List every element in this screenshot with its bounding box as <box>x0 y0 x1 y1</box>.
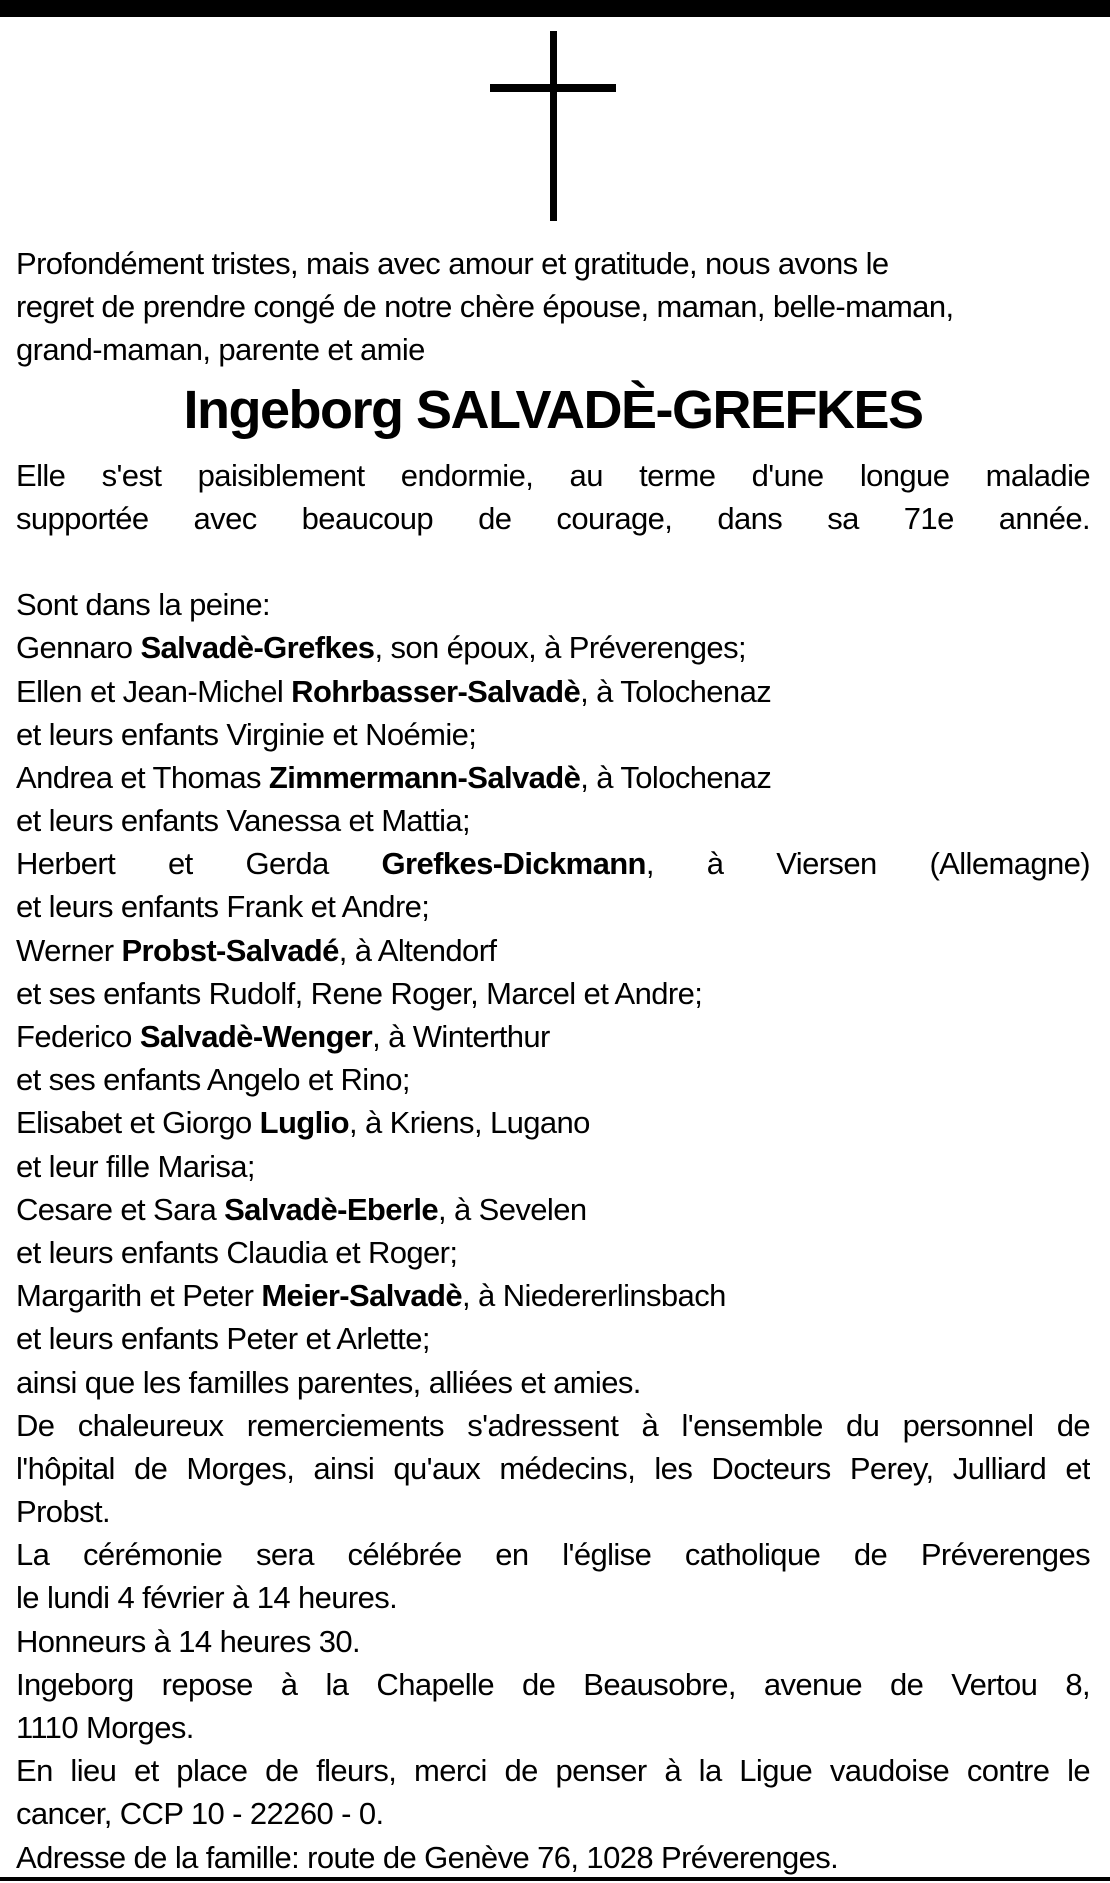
text-segment: , à Altendorf <box>338 932 497 968</box>
text-line <box>16 799 1090 842</box>
text-line <box>16 1231 1090 1274</box>
text-segment: Federico <box>16 1019 140 1054</box>
text-line <box>16 1836 1090 1879</box>
text-line <box>16 885 1090 928</box>
text-line <box>16 285 1090 328</box>
text-line <box>16 1404 1090 1447</box>
text-segment: regret de prendre congé de notre chère épouse, maman, belle-maman, <box>16 289 954 325</box>
text-line <box>16 1792 1090 1835</box>
text-line <box>16 1533 1090 1576</box>
text-line <box>16 1749 1090 1792</box>
text-segment: Werner <box>16 932 122 968</box>
text-line <box>16 1447 1090 1490</box>
text-segment: et leurs enfants Frank et Andre; <box>16 889 430 925</box>
text-segment: , à Tolochenaz <box>580 759 772 795</box>
text-line <box>16 1361 1090 1404</box>
text-line <box>16 1274 1090 1317</box>
text-segment: et leurs enfants Vanessa et Mattia; <box>16 803 471 839</box>
text-line <box>16 842 1090 885</box>
text-segment: Probst. <box>16 1494 111 1530</box>
text-segment: supportée avec beaucoup de courage, dans sa 71e année. <box>16 500 1090 536</box>
text-segment: , à Tolochenaz <box>580 673 772 709</box>
text-segment: Ingeborg repose à la Chapelle de Beausobre, avenue de Vertou 8, <box>16 1666 1090 1702</box>
text-line <box>16 670 1090 713</box>
text-line <box>16 1576 1090 1619</box>
text-segment: Ellen et Jean-Michel <box>16 673 292 709</box>
text-segment: 1110 Morges. <box>16 1710 194 1745</box>
family-name: Grefkes-Dickmann <box>381 846 646 882</box>
text-segment: En lieu et place de fleurs, merci de penser à la Ligue vaudoise contre le <box>16 1753 1090 1789</box>
text-line <box>16 713 1090 756</box>
family-name: Probst-Salvadé <box>121 932 339 968</box>
text-segment: , à Sevelen <box>438 1191 587 1227</box>
cross-icon <box>0 0 1110 230</box>
text-line <box>16 540 1090 583</box>
text-line <box>16 1145 1090 1188</box>
text-line <box>16 1706 1090 1749</box>
text-segment: et leurs enfants Claudia et Roger; <box>16 1234 458 1270</box>
text-line <box>16 454 1090 497</box>
text-segment: , à Niedererlinsbach <box>462 1278 726 1314</box>
text-segment: ainsi que les familles parentes, alliées et amies. <box>16 1364 641 1400</box>
text-line <box>16 1101 1090 1144</box>
text-line <box>16 929 1090 972</box>
text-segment: Margarith et Peter <box>16 1278 262 1314</box>
bottom-border-rule <box>0 1877 1110 1881</box>
text-line <box>16 242 1090 285</box>
text-segment: et ses enfants Angelo et Rino; <box>16 1062 410 1098</box>
family-name: Salvadè-Wenger <box>139 1019 373 1054</box>
family-name: Salvadè-Grefkes <box>140 630 375 666</box>
text-line <box>16 1620 1090 1663</box>
text-line <box>16 626 1090 669</box>
text-line <box>16 328 1090 371</box>
deceased-name: Ingeborg SALVADÈ-GREFKES <box>183 379 923 440</box>
text-segment: cancer, CCP 10 - 22260 - 0. <box>16 1796 384 1832</box>
text-line <box>16 497 1090 540</box>
text-line <box>16 972 1090 1015</box>
text-segment: et leurs enfants Peter et Arlette; <box>16 1321 430 1357</box>
cross-vertical-bar <box>550 31 557 221</box>
text-line <box>16 583 1090 626</box>
text-line <box>16 1663 1090 1706</box>
text-segment: De chaleureux remerciements s'adressent à l'ensemble du personnel de <box>16 1407 1090 1443</box>
text-line <box>16 1490 1090 1533</box>
obituary-text <box>16 242 1090 1879</box>
family-name: Meier-Salvadè <box>261 1278 463 1314</box>
text-segment: Honneurs à 14 heures 30. <box>16 1623 361 1659</box>
text-segment: l'hôpital de Morges, ainsi qu'aux médecins, les Docteurs Perey, Julliard et <box>16 1450 1090 1486</box>
family-name: Rohrbasser-Salvadè <box>291 673 581 709</box>
text-segment: Cesare et Sara <box>16 1191 225 1227</box>
text-line <box>16 1317 1090 1360</box>
text-segment: Gennaro <box>16 630 141 666</box>
text-segment: et leur fille Marisa; <box>16 1148 255 1184</box>
family-name: Luglio <box>259 1105 349 1141</box>
family-name: Zimmermann-Salvadè <box>268 759 581 795</box>
text-segment: , son époux, à Préverenges; <box>374 630 746 666</box>
text-line <box>16 1015 1090 1058</box>
text-segment: et ses enfants Rudolf, Rene Roger, Marcel et Andre; <box>16 975 703 1011</box>
text-segment: , à Viersen (Allemagne) <box>645 846 1090 882</box>
text-segment: Sont dans la peine: <box>16 587 271 623</box>
text-segment: Profondément tristes, mais avec amour et gratitude, nous avons le <box>16 246 889 281</box>
family-name: Salvadè-Eberle <box>224 1191 438 1227</box>
text-segment: La cérémonie sera célébrée en l'église catholique de Préverenges <box>16 1537 1090 1573</box>
obituary-body <box>16 454 1090 1879</box>
text-segment: , à Winterthur <box>372 1019 550 1054</box>
text-line <box>16 1188 1090 1231</box>
text-segment: Adresse de la famille: route de Genève 76, 1028 Préverenges. <box>16 1839 839 1875</box>
text-segment: grand-maman, parente et amie <box>16 332 425 368</box>
text-segment: , à Kriens, Lugano <box>349 1105 590 1141</box>
text-segment: Elle s'est paisiblement endormie, au terme d'une longue maladie <box>16 457 1090 493</box>
text-segment: Elisabet et Giorgo <box>16 1105 260 1141</box>
intro-paragraph <box>16 242 1090 372</box>
text-line <box>16 756 1090 799</box>
text-segment: Herbert et Gerda <box>16 846 382 882</box>
cross-horizontal-bar <box>490 84 616 92</box>
text-segment: le lundi 4 février à 14 heures. <box>16 1580 398 1616</box>
text-segment: et leurs enfants Virginie et Noémie; <box>16 716 477 752</box>
text-line <box>16 1058 1090 1101</box>
text-segment: Andrea et Thomas <box>16 759 269 795</box>
